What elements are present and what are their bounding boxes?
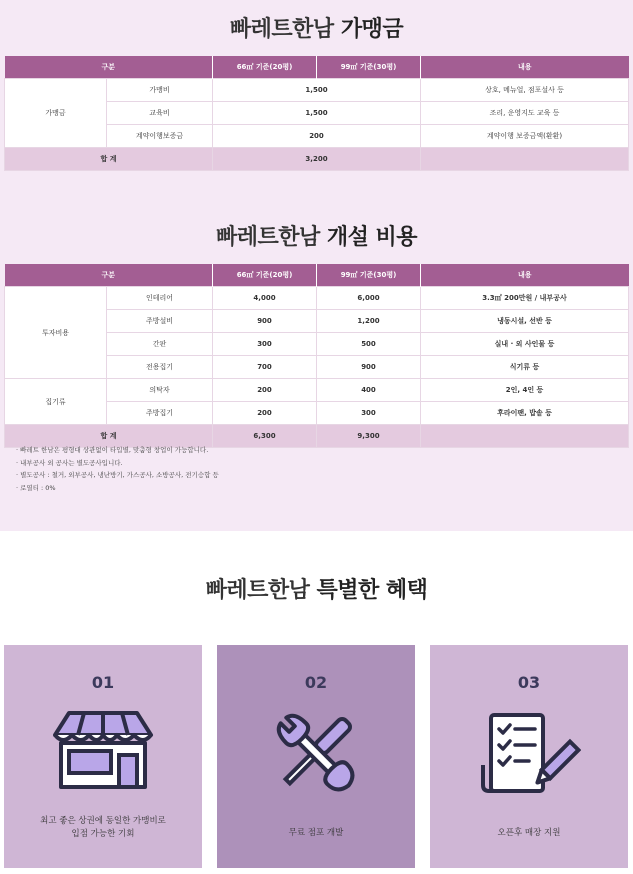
fee-header-row [5,56,629,79]
opening-total-v66: 6,300 [213,425,317,448]
fee-desc: 조리, 운영지도 교육 등 [421,102,629,125]
opening-v66: 200 [213,379,317,402]
note-item: · 로열티 : 0% [16,482,219,495]
table-row [5,379,629,402]
table-row [5,287,629,310]
opening-item: 의탁자 [107,379,213,402]
benefit-text-line: 최고 좋은 상권에 동일한 가맹비로 [40,816,166,826]
opening-item: 인테리어 [107,287,213,310]
opening-desc: 실내 · 외 사인물 등 [421,333,629,356]
benefit-text [430,827,628,840]
benefit-card-2 [217,645,415,868]
fee-header-99: 99㎡ 기준(30평) [317,56,421,79]
opening-item: 주방집기 [107,402,213,425]
fee-total-value: 3,200 [213,148,421,171]
fee-header-category: 구분 [5,56,213,79]
fee-item: 가맹비 [107,79,213,102]
fee-value: 1,500 [213,102,421,125]
opening-v99: 6,000 [317,287,421,310]
fee-table [4,56,629,171]
fee-title-bold: 가맹금 [340,17,404,42]
fee-total-empty [421,148,629,171]
fee-total-row [5,148,629,171]
benefit-text [217,827,415,840]
benefit-number: 03 [517,673,541,692]
note-item: · 빠레트 한남은 평형대 상관없이 타입별, 맞춤형 창업이 가능합니다. [16,444,219,457]
fee-desc: 계약이행 보증금액(환환) [421,125,629,148]
benefits-title [0,573,633,604]
opening-header-category: 구분 [5,264,213,287]
fee-total-label: 합 계 [5,148,213,171]
opening-v66: 700 [213,356,317,379]
fee-desc: 상호, 메뉴얼, 점포설사 등 [421,79,629,102]
opening-v99: 300 [317,402,421,425]
benefit-card-3 [430,645,628,868]
opening-v99: 1,200 [317,310,421,333]
opening-title-light: 빠레트한남 [215,225,320,250]
fee-item: 계약이행보증금 [107,125,213,148]
benefit-card-1 [4,645,202,868]
opening-desc: 후라이팬, 밥솥 등 [421,402,629,425]
opening-header-66: 66㎡ 기준(20평) [213,264,317,287]
benefit-text-line: 오픈후 매장 지원 [497,828,561,838]
opening-title-bold: 개설 비용 [326,225,418,250]
opening-item: 주방설비 [107,310,213,333]
opening-v66: 4,000 [213,287,317,310]
opening-desc: 2인, 4인 등 [421,379,629,402]
opening-v66: 900 [213,310,317,333]
opening-v99: 400 [317,379,421,402]
benefit-number: 01 [91,673,115,692]
benefit-text-line: 무료 점포 개발 [288,828,344,838]
opening-v66: 200 [213,402,317,425]
tools-icon [264,711,368,795]
opening-group-label: 투자비용 [5,287,107,379]
benefits-title-bold: 특별한 혜택 [316,578,428,603]
opening-title [0,220,633,251]
opening-total-v99: 9,300 [317,425,421,448]
fee-title [0,12,633,43]
fee-header-desc: 내용 [421,56,629,79]
opening-header-99: 99㎡ 기준(30평) [317,264,421,287]
benefit-number: 02 [304,673,328,692]
table-row [5,79,629,102]
benefit-text-line: 입점 가능한 기회 [71,829,135,839]
benefits-title-light: 빠레트한남 [205,578,310,603]
fee-value: 1,500 [213,79,421,102]
fee-title-light: 빠레트한남 [229,17,334,42]
opening-v99: 900 [317,356,421,379]
opening-v99: 500 [317,333,421,356]
opening-item: 간판 [107,333,213,356]
opening-header-desc: 내용 [421,264,629,287]
opening-v66: 300 [213,333,317,356]
opening-notes [16,444,219,494]
opening-total-label: 합 계 [5,425,213,448]
opening-desc: 냉동시설, 선반 등 [421,310,629,333]
opening-table [4,264,629,448]
opening-group-label: 집기류 [5,379,107,425]
note-item: · 별도공사 : 철거, 외부공사, 냉난방기, 가스공사, 소방공사, 전기승합 등 [16,469,219,482]
opening-header-row [5,264,629,287]
fee-group-label: 가맹금 [5,79,107,148]
fee-item: 교육비 [107,102,213,125]
note-item: · 내부공사 외 공사는 별도공사입니다. [16,457,219,470]
opening-item: 전용집기 [107,356,213,379]
fee-value: 200 [213,125,421,148]
store-icon [51,711,155,791]
benefit-cards [4,645,628,868]
opening-desc: 식기류 등 [421,356,629,379]
fee-header-66: 66㎡ 기준(20평) [213,56,317,79]
checklist-icon [477,711,581,795]
opening-desc: 3.3㎡ 200만원 / 내부공사 [421,287,629,310]
opening-total-empty [421,425,629,448]
benefit-text [4,815,202,841]
